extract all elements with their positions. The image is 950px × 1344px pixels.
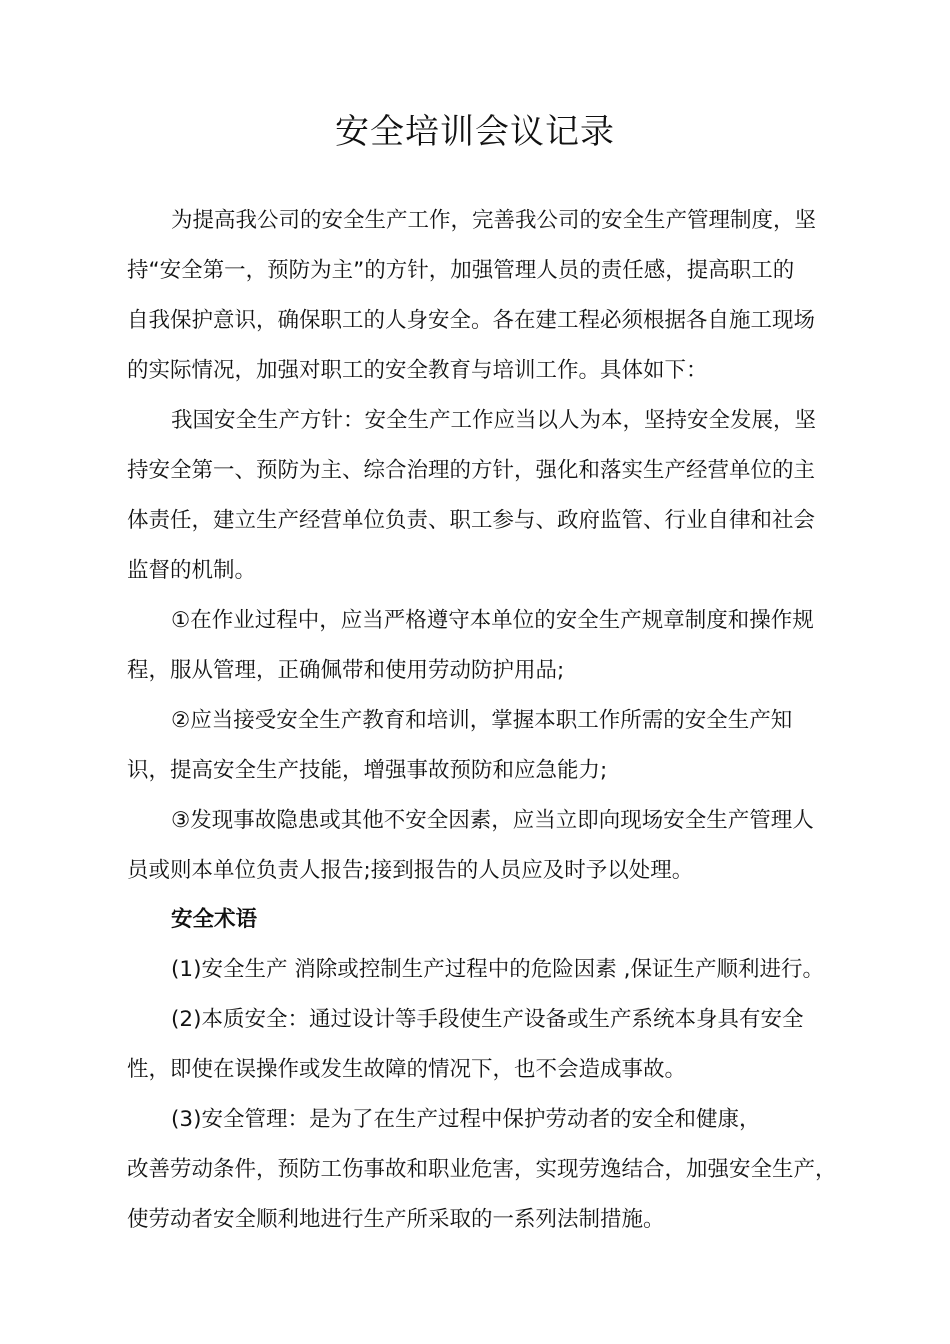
paragraph-line: 自我保护意识，确保职工的人身安全。各在建工程必须根据各自施工现场 bbox=[127, 308, 816, 333]
list-item-line: 员或则本单位负责人报告;接到报告的人员应及时予以处理。 bbox=[127, 858, 694, 883]
paragraph-line: 为提高我公司的安全生产工作，完善我公司的安全生产管理制度，坚 bbox=[171, 208, 817, 233]
section-heading: 安全术语 bbox=[171, 907, 258, 932]
term-line: 使劳动者安全顺利地进行生产所采取的一系列法制措施。 bbox=[127, 1207, 665, 1232]
list-item-line: ①在作业过程中，应当严格遵守本单位的安全生产规章制度和操作规 bbox=[171, 608, 814, 633]
paragraph-line: 我国安全生产方针：安全生产工作应当以人为本，坚持安全发展，坚 bbox=[171, 408, 817, 433]
list-item-line: ③发现事故隐患或其他不安全因素，应当立即向现场安全生产管理人 bbox=[171, 808, 814, 833]
term-line: (3)安全管理：是为了在生产过程中保护劳动者的安全和健康， bbox=[171, 1107, 761, 1132]
term-line: 性，即使在误操作或发生故障的情况下，也不会造成事故。 bbox=[127, 1057, 687, 1082]
paragraph-line: 监督的机制。 bbox=[127, 558, 257, 583]
paragraph-line: 持安全第一、预防为主、综合治理的方针，强化和落实生产经营单位的主 bbox=[127, 458, 816, 483]
list-item-line: 识，提高安全生产技能，增强事故预防和应急能力; bbox=[127, 758, 608, 783]
document-title: 安全培训会议记录 bbox=[335, 112, 615, 152]
term-line: 改善劳动条件，预防工伤事故和职业危害，实现劳逸结合，加强安全生产， bbox=[127, 1157, 837, 1182]
list-item-line: 程，服从管理，正确佩带和使用劳动防护用品; bbox=[127, 658, 565, 683]
term-line: (2)本质安全：通过设计等手段使生产设备或生产系统本身具有安全 bbox=[171, 1007, 804, 1032]
list-item-line: ②应当接受安全生产教育和培训，掌握本职工作所需的安全生产知 bbox=[171, 708, 793, 733]
paragraph-line: 体责任，建立生产经营单位负责、职工参与、政府监管、行业自律和社会 bbox=[127, 508, 816, 533]
paragraph-line: 的实际情况，加强对职工的安全教育与培训工作。具体如下： bbox=[127, 358, 708, 383]
term-line: (1)安全生产 消除或控制生产过程中的危险因素 ,保证生产顺利进行。 bbox=[171, 957, 824, 982]
paragraph-line: 持“安全第一，预防为主”的方针，加强管理人员的责任感，提高职工的 bbox=[127, 258, 795, 283]
